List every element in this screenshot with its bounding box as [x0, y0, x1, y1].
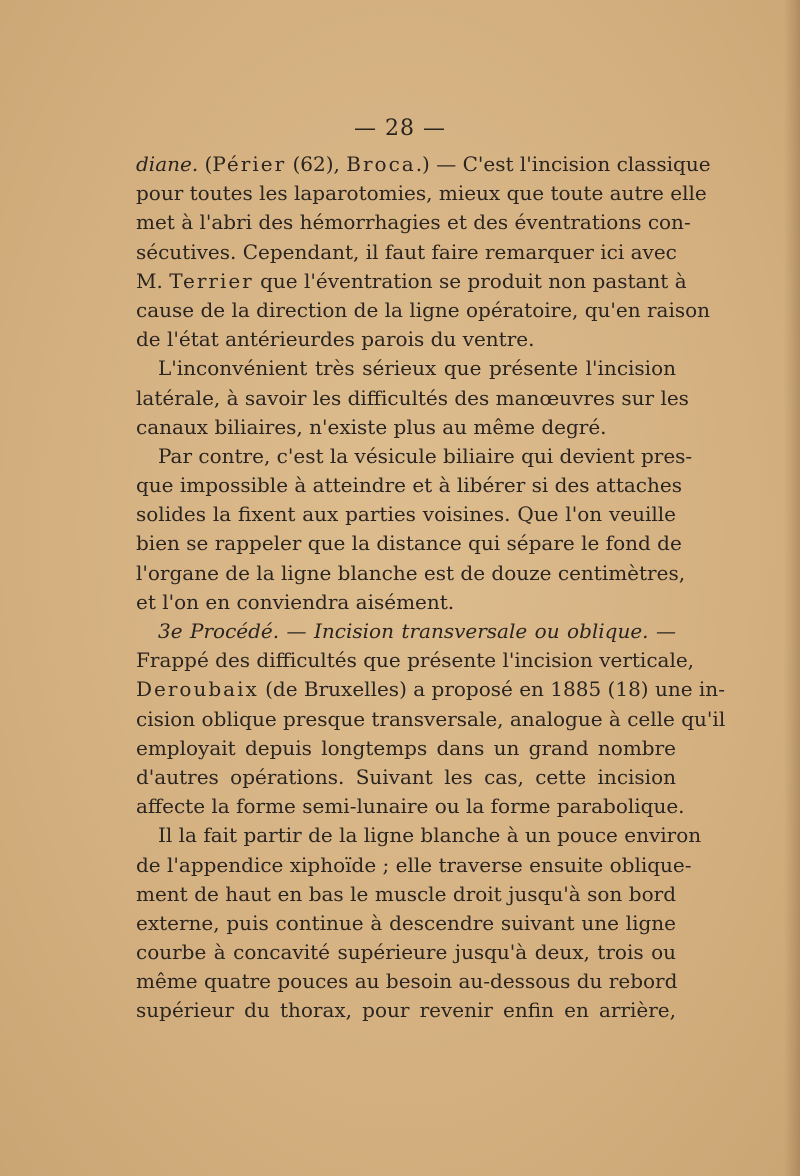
text-segment: L'inconvénient très sérieux que présente l'incision: [158, 356, 676, 381]
text-line: [136, 967, 676, 996]
text-line: [136, 792, 685, 821]
page-number: — 28 —: [354, 116, 446, 141]
text-line: [136, 238, 676, 267]
text-line: [136, 150, 711, 179]
text-segment: (62),: [286, 152, 347, 176]
text-line: [136, 851, 692, 880]
text-segment: Frappé des difficultés que présente l'incision verticale,: [136, 648, 695, 673]
text-segment: affecte la forme semi-lunaire ou la forme parabolique.: [136, 794, 685, 819]
text-segment: (de Bruxelles) a proposé en 1885 (18) une in-: [258, 677, 725, 702]
text-line: [136, 354, 676, 383]
text-line: [136, 763, 676, 792]
text-line: [136, 821, 702, 850]
text-line: [136, 559, 686, 588]
text-segment: cause de la direction de la ligne opératoire, qu'en raison: [136, 297, 711, 322]
text-segment: bien se rappeler que la distance qui sépare le fond de: [136, 531, 682, 556]
text-line: [136, 500, 676, 529]
text-line: [136, 880, 676, 909]
page-edge-shadow: [784, 0, 800, 1176]
text-segment: solides la fixent aux parties voisines. Que l'on veuille: [136, 502, 676, 527]
text-segment: met à l'abri des hémorrhagies et des éventrations con-: [136, 210, 691, 235]
text-line: [136, 325, 676, 354]
text-segment: de l'appendice xiphoïde ; elle traverse ensuite oblique-: [136, 852, 692, 877]
text-line: [136, 413, 676, 442]
text-segment: latérale, à savoir les difficultés des manœuvres sur les: [136, 385, 689, 410]
text-segment: Il la fait partir de la ligne blanche à un pouce environ: [158, 823, 702, 848]
text-line: [136, 471, 682, 500]
text-segment: courbe à concavité supérieure jusqu'à deux, trois ou: [136, 940, 676, 965]
text-segment: canaux biliaires, n'existe plus au même degré.: [136, 414, 607, 439]
text-segment: que impossible à atteindre et à libérer si des attaches: [136, 473, 682, 498]
text-segment: Deroubaix: [136, 677, 259, 702]
text-segment: diane.: [136, 152, 199, 176]
text-segment: 3e Procédé. — Incision transversale ou oblique. —: [158, 619, 676, 643]
text-line: [136, 617, 676, 646]
text-line: [136, 296, 711, 325]
text-segment: employait depuis longtemps dans un grand nombre: [136, 735, 676, 760]
text-segment: M.: [136, 268, 170, 293]
text-segment: Par contre, c'est la vésicule biliaire qui devient pres-: [158, 443, 693, 468]
text-segment: sécutives. Cependant, il faut faire remarquer ici avec: [136, 239, 677, 264]
text-segment: .) — C'est l'incision classique: [415, 152, 711, 176]
text-segment: supérieur du thorax, pour revenir enfin en arrière,: [136, 998, 676, 1023]
body-text: [136, 150, 726, 1026]
text-segment: Broca: [346, 152, 416, 176]
text-segment: Périer: [212, 152, 287, 176]
text-segment: de l'état antérieurdes parois du ventre.: [136, 327, 535, 352]
text-line: [136, 675, 725, 704]
text-segment: ment de haut en bas le muscle droit jusqu'à son bord: [136, 881, 676, 906]
text-segment: même quatre pouces au besoin au-dessous du rebord: [136, 969, 678, 994]
text-segment: Terrier: [169, 268, 254, 293]
text-segment: cision oblique presque transversale, analogue à celle qu'il: [136, 706, 726, 731]
text-segment: externe, puis continue à descendre suivant une ligne: [136, 910, 676, 935]
text-segment: que l'éventration se produit non pastant à: [253, 268, 687, 293]
text-segment: et l'on en conviendra aisément.: [136, 589, 455, 614]
text-line: [136, 996, 676, 1025]
text-line: [136, 208, 691, 237]
text-segment: pour toutes les laparotomies, mieux que toute autre elle: [136, 181, 707, 206]
text-line: [136, 909, 676, 938]
text-segment: (: [198, 152, 213, 176]
text-line: [136, 938, 676, 967]
text-line: [136, 529, 682, 558]
text-line: [136, 442, 693, 471]
text-line: [136, 646, 695, 675]
text-line: [136, 267, 687, 296]
text-line: [136, 384, 689, 413]
text-line: [136, 734, 676, 763]
text-line: [136, 179, 707, 208]
text-line: [136, 705, 726, 734]
text-segment: d'autres opérations. Suivant les cas, cette incision: [136, 764, 676, 789]
text-line: [136, 588, 676, 617]
text-segment: l'organe de la ligne blanche est de douze centimètres,: [136, 560, 686, 585]
